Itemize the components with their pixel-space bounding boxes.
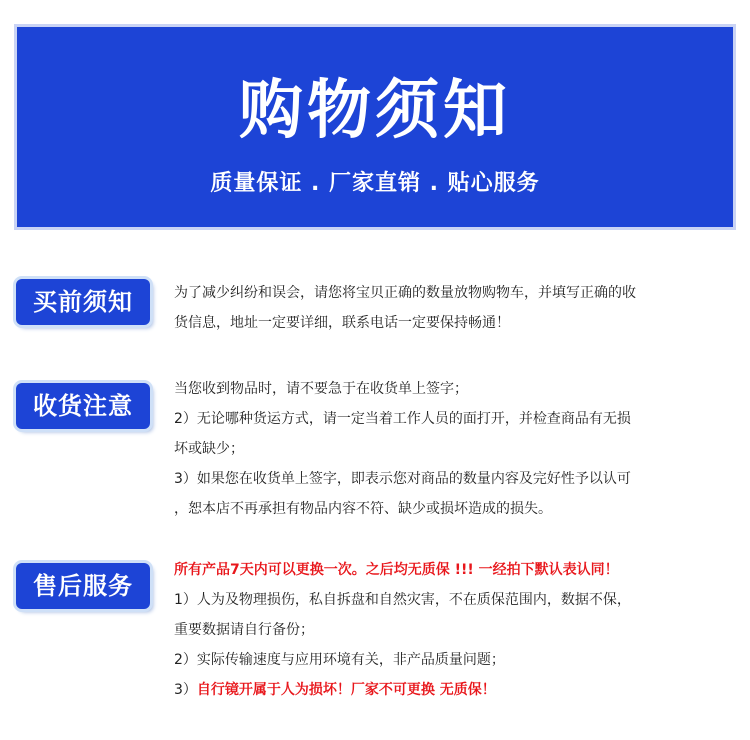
text-line: 2）实际传输速度与应用环境有关，非产品质量问题； bbox=[174, 652, 505, 668]
receiving-text bbox=[174, 374, 734, 524]
text-line: 货信息，地址一定要详细，联系电话一定要保持畅通！ bbox=[174, 315, 510, 331]
after-sales-text bbox=[174, 555, 734, 705]
header-banner bbox=[14, 24, 736, 230]
before-purchase-text bbox=[174, 278, 734, 338]
text-line: 当您收到物品时，请不要急于在收货单上签字； bbox=[174, 381, 468, 397]
text-line: ，恕本店不再承担有物品内容不符、缺少或损坏造成的损失。 bbox=[174, 501, 552, 517]
warranty-warning: 自行镜开属于人为损坏！厂家不可更换 无质保！ bbox=[196, 682, 496, 698]
text-line: 为了减少纠纷和误会，请您将宝贝正确的数量放物购物车，并填写正确的收 bbox=[174, 285, 636, 301]
banner-subtitle: 质量保证 . 厂家直销 . 贴心服务 bbox=[210, 171, 540, 196]
page-title: 购物须知 bbox=[239, 74, 511, 148]
text-line: 2）无论哪种货运方式，请一定当着工作人员的面打开，并检查商品有无损 bbox=[174, 411, 631, 427]
text-line: 重要数据请自行备份； bbox=[174, 622, 314, 638]
text-line-last bbox=[174, 675, 734, 705]
tag-receiving: 收货注意 bbox=[16, 383, 150, 429]
warranty-headline: 所有产品7天内可以更换一次。之后均无质保 !!! 一经拍下默认表认同！ bbox=[174, 562, 619, 578]
tag-after-sales: 售后服务 bbox=[16, 563, 150, 609]
text-line: 3）如果您在收货单上签字，即表示您对商品的数量内容及完好性予以认可 bbox=[174, 471, 631, 487]
tag-before-purchase: 买前须知 bbox=[16, 279, 150, 325]
text-line: 坏或缺少； bbox=[174, 441, 244, 457]
last-line-prefix: 3） bbox=[174, 682, 197, 698]
text-line: 1）人为及物理损伤，私自拆盘和自然灾害，不在质保范围内，数据不保， bbox=[174, 592, 631, 608]
